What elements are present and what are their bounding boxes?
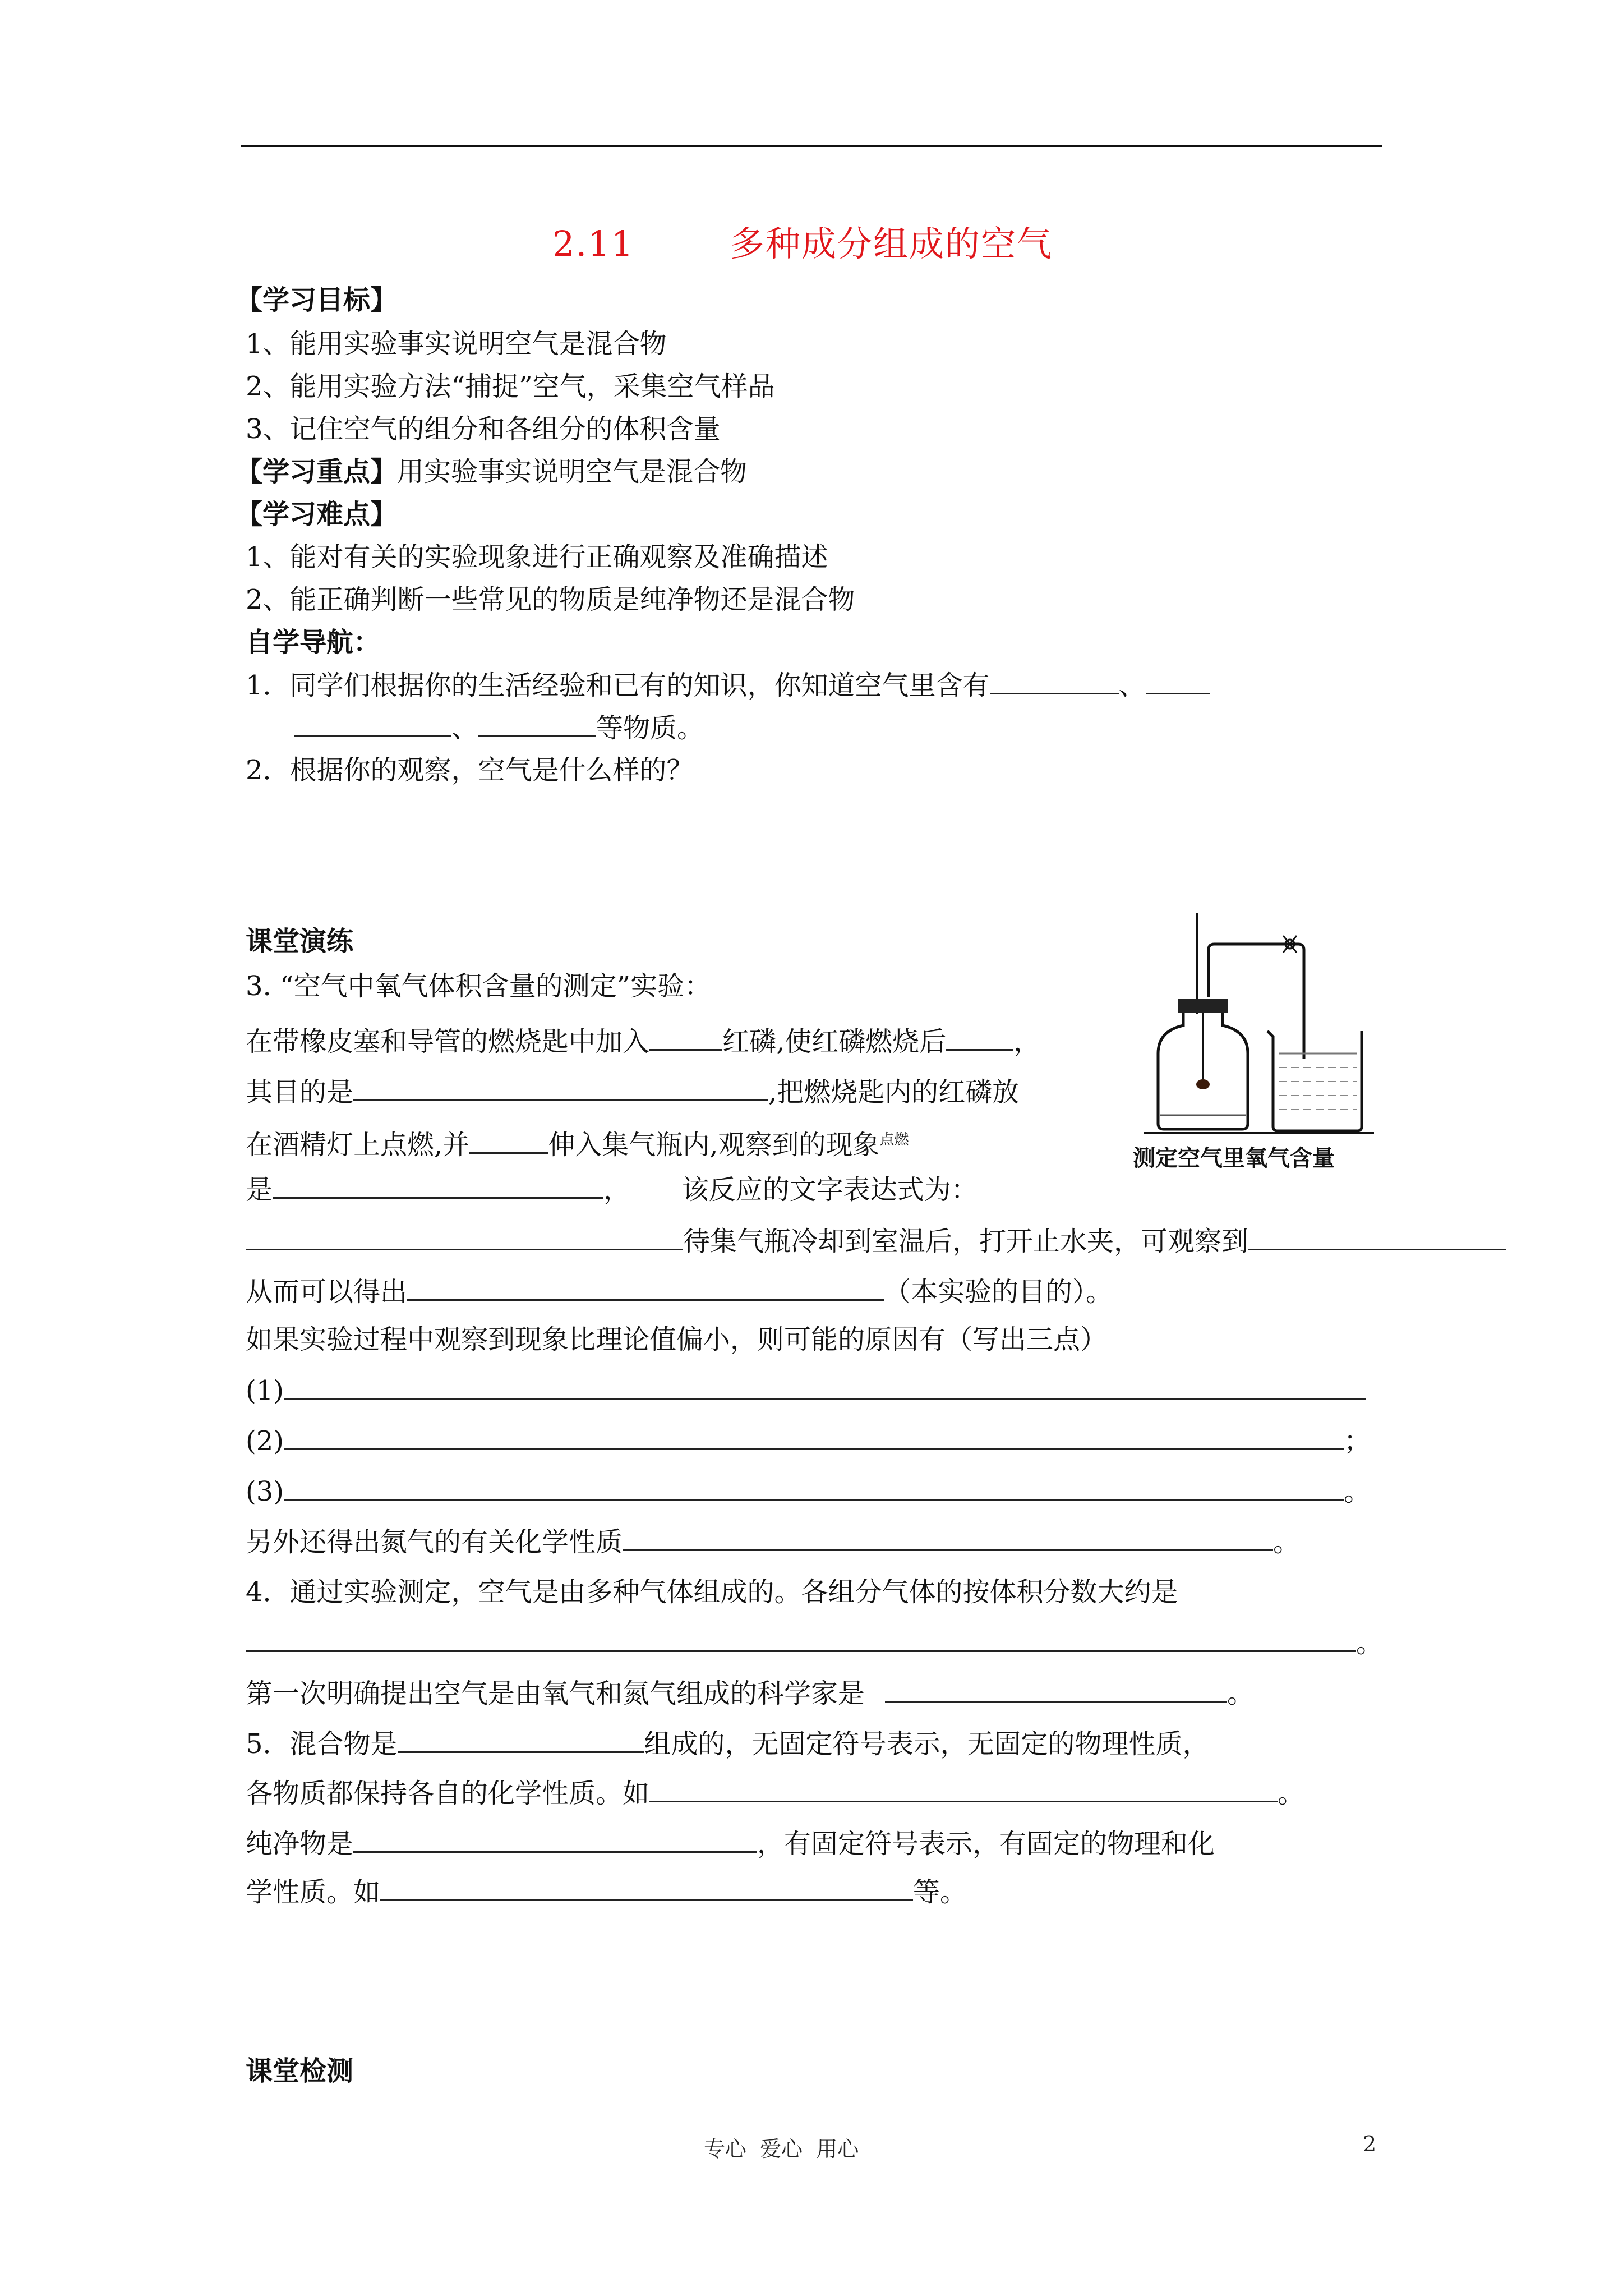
blank[interactable]	[284, 1474, 1344, 1501]
blank[interactable]	[294, 711, 451, 737]
blank[interactable]	[380, 1875, 913, 1901]
q5f: 学性质。如	[246, 1876, 381, 1908]
blank[interactable]	[478, 711, 596, 737]
difficulty-heading: 【学习难点】	[236, 499, 398, 530]
q1-line1	[246, 668, 1210, 702]
reason-label: (3)	[246, 1476, 284, 1507]
q1-sep: 、	[1118, 670, 1146, 701]
blank[interactable]	[273, 1172, 603, 1199]
q1-sep2: 、	[451, 712, 479, 744]
blank[interactable]	[649, 1024, 722, 1051]
title-number: 2.11	[552, 223, 635, 264]
blank[interactable]	[649, 1776, 1278, 1802]
apparatus-drawing	[1133, 913, 1408, 1177]
q2-text: 2．根据你的观察，空气是什么样的？	[246, 754, 694, 786]
nitrogen-text: 另外还得出氮气的有关化学性质	[246, 1526, 623, 1558]
q1-text: 1．同学们根据你的生活经验和已有的知识，你知道空气里含有	[246, 670, 990, 701]
blank[interactable]	[946, 1024, 1013, 1051]
practice-heading: 课堂演练	[246, 926, 354, 957]
q3-line3	[246, 1123, 909, 1162]
page-title	[552, 216, 1053, 266]
reason-3	[246, 1474, 1371, 1508]
q3-line2	[246, 1075, 1019, 1109]
key-point	[236, 455, 747, 489]
q3-l1c: ，	[1013, 1026, 1041, 1057]
blank[interactable]	[990, 668, 1119, 694]
q3-l4a: 是	[246, 1174, 273, 1205]
reason-label: (2)	[246, 1425, 284, 1457]
q3-l1b: 红磷,使红磷燃烧后	[722, 1026, 947, 1057]
q5e: ，有固定符号表示，有固定的物理和化	[757, 1828, 1215, 1860]
q5-line1	[246, 1727, 1210, 1761]
q3-title: 3. “空气中氧气体积含量的测定”实验：	[246, 970, 712, 1002]
blank[interactable]	[284, 1424, 1344, 1450]
blank[interactable]	[353, 1075, 768, 1101]
q5-line4	[246, 1875, 967, 1909]
difficulty-item: 1、能对有关的实验现象进行正确观察及准确描述	[246, 541, 828, 573]
nitrogen-line	[246, 1525, 1300, 1559]
q3-l2b: ,把燃烧匙内的红磷放	[768, 1076, 1020, 1108]
reason-2	[246, 1424, 1371, 1458]
blank[interactable]	[246, 1626, 1356, 1652]
nitrogen-end: 。	[1273, 1526, 1301, 1558]
q3-line7: 如果实验过程中观察到现象比理论值偏小，则可能的原因有（写出三点）	[246, 1324, 1108, 1355]
q5c: 各物质都保持各自的化学性质。如	[246, 1778, 650, 1809]
key-point-heading: 【学习重点】	[236, 456, 398, 487]
blank[interactable]	[246, 1224, 683, 1250]
blank[interactable]	[353, 1826, 757, 1853]
blank[interactable]	[1248, 1224, 1506, 1250]
q4b-line	[246, 1676, 1254, 1710]
q4-end: 。	[1356, 1627, 1384, 1659]
footer-motto: 专心 爱心 用心	[704, 2137, 859, 2161]
q4-line: 4．通过实验测定，空气是由多种气体组成的。各组分气体的按体积分数大约是	[246, 1576, 1178, 1608]
q1-line2	[294, 711, 704, 745]
q5c-end: 。	[1278, 1778, 1305, 1809]
q4b-end: 。	[1227, 1678, 1255, 1709]
q4b-text: 第一次明确提出空气是由氧气和氮气组成的科学家是	[246, 1678, 865, 1709]
q5a: 5．混合物是	[246, 1728, 398, 1760]
q1-end: 等物质。	[596, 712, 704, 744]
self-study-heading: 自学导航：	[246, 627, 381, 658]
apparatus-figure	[1133, 913, 1408, 1177]
key-point-text: 用实验事实说明空气是混合物	[397, 456, 748, 487]
reason-label: (1)	[246, 1375, 284, 1406]
q3-l4b: ， 该反应的文字表达式为：	[603, 1174, 978, 1205]
q3-l1a: 在带橡皮塞和导管的燃烧匙中加入	[246, 1026, 650, 1057]
q3-l6a: 从而可以得出	[246, 1276, 408, 1308]
q3-l3b: 伸入集气瓶内,观察到的现象	[548, 1129, 880, 1161]
goal-item: 1、能用实验事实说明空气是混合物	[246, 328, 667, 360]
q3-line1	[246, 1024, 1040, 1059]
title-text: 多种成分组成的空气	[730, 223, 1053, 264]
reason-end: 。	[1344, 1476, 1371, 1507]
q3-l6b: （本实验的目的）。	[884, 1276, 1113, 1308]
difficulty-item: 2、能正确判断一些常见的物质是纯净物还是混合物	[246, 584, 855, 615]
figure-caption: 测定空气里氧气含量	[1133, 1145, 1335, 1171]
blank[interactable]	[1146, 668, 1210, 694]
blank[interactable]	[623, 1525, 1273, 1551]
q3-l3a: 在酒精灯上点燃,并	[246, 1129, 470, 1161]
q3-l2a: 其目的是	[246, 1076, 354, 1108]
blank[interactable]	[407, 1274, 884, 1301]
q3-superscript: 点燃	[879, 1131, 909, 1148]
q4-blank-line	[246, 1626, 1383, 1660]
goals-heading: 【学习目标】	[236, 284, 398, 316]
q3-line5	[246, 1224, 1506, 1258]
blank[interactable]	[284, 1373, 1366, 1400]
blank[interactable]	[885, 1676, 1227, 1703]
goal-item: 2、能用实验方法“捕捉”空气，采集空气样品	[246, 371, 775, 402]
blank[interactable]	[469, 1128, 548, 1154]
q5f-end: 等。	[913, 1876, 967, 1908]
goal-item: 3、记住空气的组分和各组分的体积含量	[246, 413, 721, 445]
q3-l5: 待集气瓶冷却到室温后，打开止水夹，可观察到	[683, 1226, 1249, 1257]
blank[interactable]	[398, 1727, 644, 1753]
q5b: 组成的，无固定符号表示，无固定的物理性质，	[644, 1728, 1210, 1760]
check-heading: 课堂检测	[246, 2055, 354, 2087]
reason-end: ；	[1344, 1425, 1371, 1457]
q3-line6	[246, 1274, 1113, 1309]
q5-line3	[246, 1826, 1215, 1861]
q5-line2	[246, 1776, 1304, 1810]
q5d: 纯净物是	[246, 1828, 354, 1860]
q3-line4	[246, 1172, 978, 1207]
header-rule	[241, 145, 1382, 147]
page-number: 2	[1363, 2132, 1377, 2156]
reason-1	[246, 1373, 1366, 1407]
